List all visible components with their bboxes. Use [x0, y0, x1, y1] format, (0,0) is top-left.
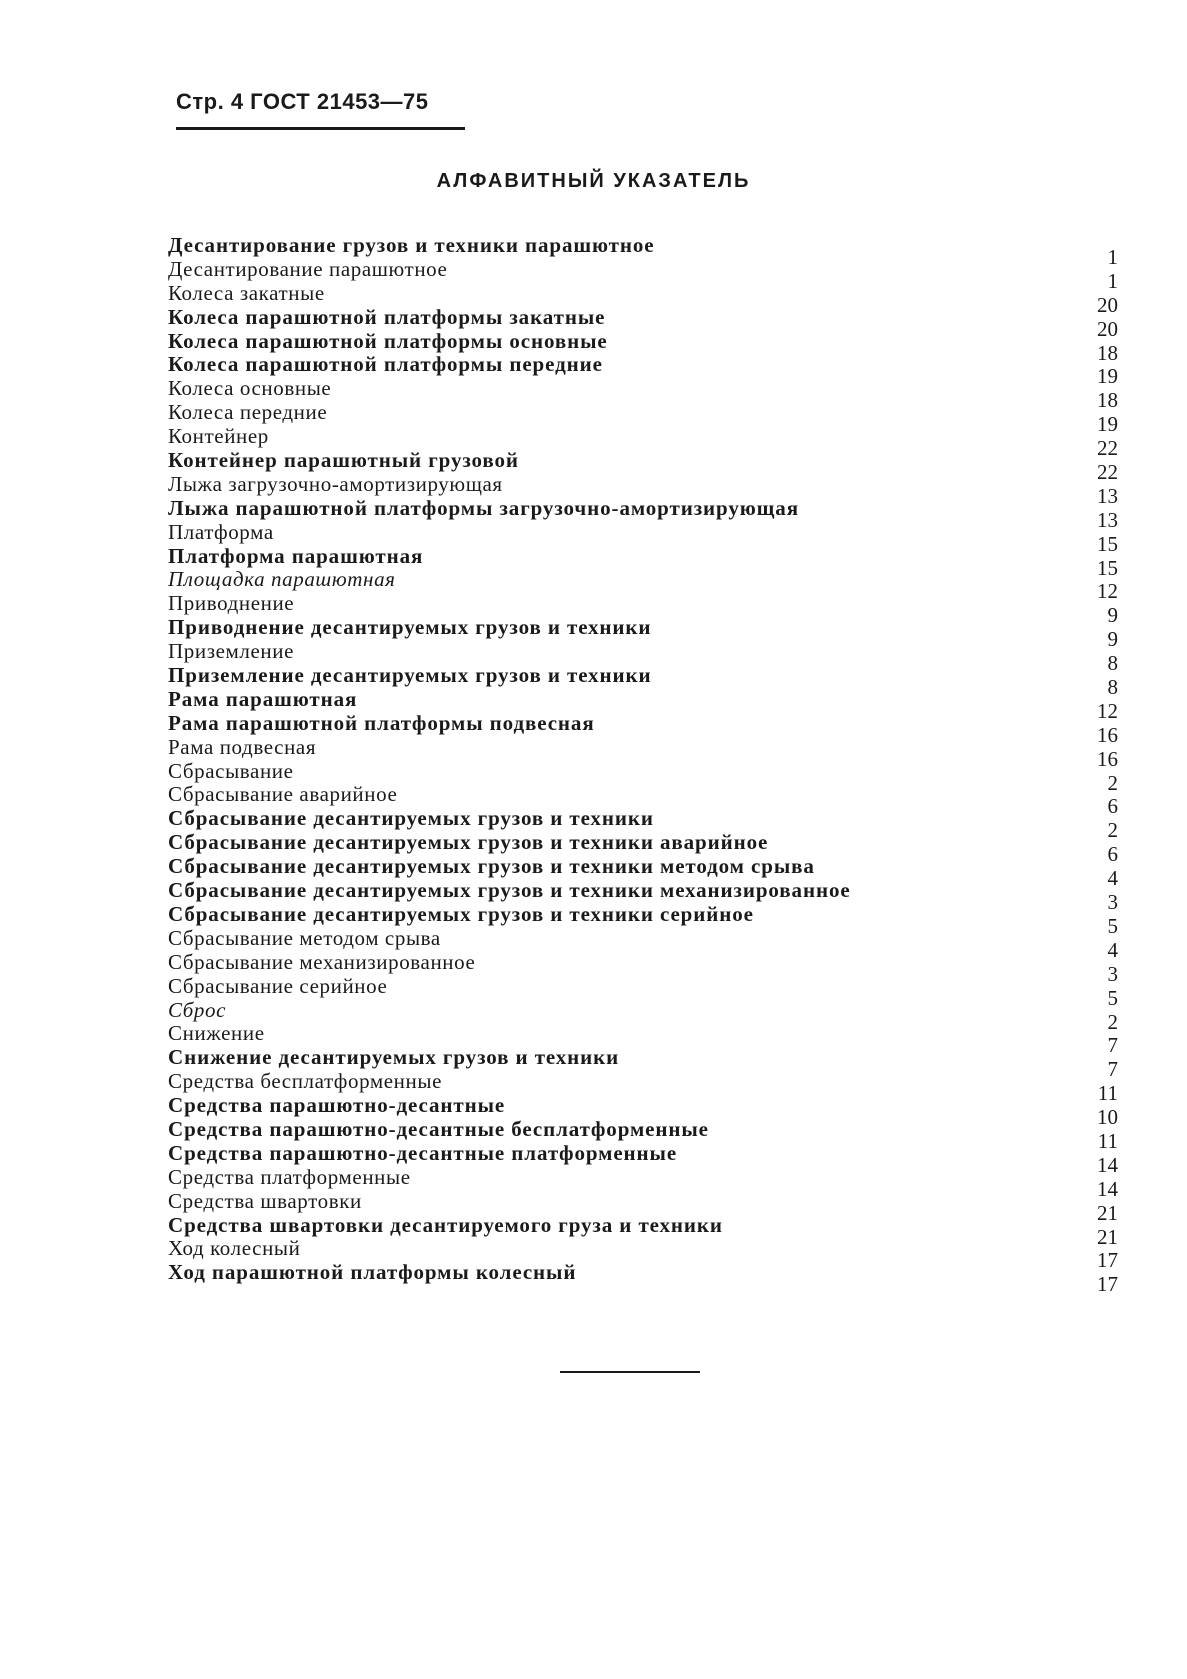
index-term: Средства парашютно-десантные платформенные [168, 1140, 678, 1165]
index-page-number: 7 [1107, 1033, 1118, 1058]
index-term: Сбрасывание аварийное [168, 782, 398, 807]
index-term: Контейнер парашютный грузовой [168, 448, 519, 473]
index-term: Приземление [168, 639, 295, 664]
index-page-number: 9 [1107, 603, 1118, 628]
index-page-number: 15 [1097, 531, 1118, 556]
index-term: Колеса закатные [168, 280, 325, 305]
index-page-number: 13 [1097, 507, 1118, 532]
index-term: Рама подвесная [168, 734, 317, 759]
index-page-number: 14 [1097, 1176, 1118, 1201]
index-page-number: 18 [1097, 388, 1118, 413]
index-term: Контейнер [168, 424, 269, 449]
index-title: АЛФАВИТНЫЙ УКАЗАТЕЛЬ [436, 170, 751, 192]
index-term: Колеса основные [168, 376, 332, 401]
index-term: Сбрасывание [168, 758, 294, 783]
index-term: Платформа [168, 519, 274, 544]
index-page-number: 21 [1097, 1200, 1118, 1225]
index-term: Сбрасывание десантируемых грузов и техники аварийное [168, 830, 769, 855]
index-page-number: 8 [1107, 651, 1118, 676]
index-page-number: 19 [1097, 364, 1118, 389]
index-page-number: 3 [1107, 890, 1118, 915]
index-page-number: 2 [1107, 1009, 1118, 1034]
index-page-number: 15 [1097, 555, 1118, 580]
index-term: Средства бесплатформенные [168, 1069, 442, 1094]
index-page-number: 17 [1097, 1272, 1118, 1297]
index-term: Лыжа загрузочно-амортизирующая [168, 471, 503, 496]
index-page-number: 19 [1097, 412, 1118, 437]
index-page-number: 9 [1107, 627, 1118, 652]
index-page-number: 18 [1097, 340, 1118, 365]
index-page-number: 17 [1097, 1248, 1118, 1273]
index-term: Сбрасывание методом срыва [168, 925, 441, 950]
index-term: Сброс [168, 997, 227, 1022]
index-page-number: 11 [1097, 1128, 1118, 1153]
index-page-number: 6 [1107, 794, 1118, 819]
index-page-number: 13 [1097, 483, 1118, 508]
index-term: Платформа парашютная [168, 543, 424, 568]
page-header: Стр. 4 ГОСТ 21453—75 [176, 89, 429, 114]
index-term: Рама парашютная [168, 686, 358, 711]
index-page-number: 1 [1107, 245, 1118, 269]
index-page-number: 3 [1107, 961, 1118, 986]
index-page-number: 20 [1097, 292, 1118, 317]
index-term: Приводнение десантируемых грузов и техники [168, 615, 652, 640]
index-pages-list [1060, 246, 1118, 1297]
index-page-number: 16 [1097, 722, 1118, 747]
index-term: Колеса передние [168, 400, 328, 425]
index-page-number: 21 [1097, 1224, 1118, 1249]
index-term: Колеса парашютной платформы передние [168, 352, 603, 377]
index-page-number: 2 [1107, 770, 1118, 795]
index-term: Рама парашютной платформы подвесная [168, 710, 595, 735]
index-page-number: 8 [1107, 675, 1118, 700]
index-term: Снижение десантируемых грузов и техники [168, 1045, 620, 1070]
index-term: Площадка парашютная [168, 567, 396, 592]
index-page-number: 22 [1097, 436, 1118, 461]
index-page-number: 2 [1107, 818, 1118, 843]
index-term: Средства швартовки десантируемого груза и техники [168, 1212, 723, 1237]
index-page-number: 14 [1097, 1152, 1118, 1177]
index-term: Ход парашютной платформы колесный [168, 1260, 577, 1285]
index-term: Десантирование грузов и техники парашютное [168, 233, 655, 257]
index-page-number: 4 [1107, 937, 1118, 962]
index-term: Сбрасывание механизированное [168, 949, 476, 974]
index-term: Снижение [168, 1021, 265, 1046]
index-term: Средства платформенные [168, 1164, 411, 1189]
index-term: Сбрасывание десантируемых грузов и техники механизированное [168, 878, 851, 903]
index-term: Приземление десантируемых грузов и техники [168, 663, 652, 688]
index-page-number: 11 [1097, 1081, 1118, 1106]
index-term: Приводнение [168, 591, 295, 616]
index-page-number: 10 [1097, 1105, 1118, 1130]
index-term: Ход колесный [168, 1236, 301, 1261]
index-page-number: 22 [1097, 460, 1118, 485]
index-term: Десантирование парашютное [168, 256, 448, 281]
index-page-number: 4 [1107, 866, 1118, 891]
index-term: Лыжа парашютной платформы загрузочно-амортизирующая [168, 495, 799, 520]
index-page-number: 5 [1107, 985, 1118, 1010]
index-term: Сбрасывание десантируемых грузов и техники методом срыва [168, 854, 815, 879]
index-page-number: 20 [1097, 316, 1118, 341]
header-rule [176, 127, 465, 130]
index-term: Средства парашютно-десантные [168, 1093, 506, 1118]
index-term: Средства парашютно-десантные бесплатформенные [168, 1116, 709, 1141]
index-term: Сбрасывание десантируемых грузов и техники [168, 806, 654, 831]
index-term: Сбрасывание десантируемых грузов и техники серийное [168, 901, 754, 926]
index-term: Колеса парашютной платформы закатные [168, 304, 606, 329]
index-page-number: 6 [1107, 842, 1118, 867]
index-page-number: 7 [1107, 1057, 1118, 1082]
index-page-number: 16 [1097, 746, 1118, 771]
index-page-number: 12 [1097, 698, 1118, 723]
index-term: Колеса парашютной платформы основные [168, 328, 608, 353]
index-page-number: 5 [1107, 913, 1118, 938]
index-terms-list [168, 234, 958, 1285]
index-term: Средства швартовки [168, 1188, 362, 1213]
index-page-number: 12 [1097, 579, 1118, 604]
end-rule [560, 1371, 700, 1373]
index-page-number: 1 [1107, 268, 1118, 293]
index-term: Сбрасывание серийное [168, 973, 388, 998]
